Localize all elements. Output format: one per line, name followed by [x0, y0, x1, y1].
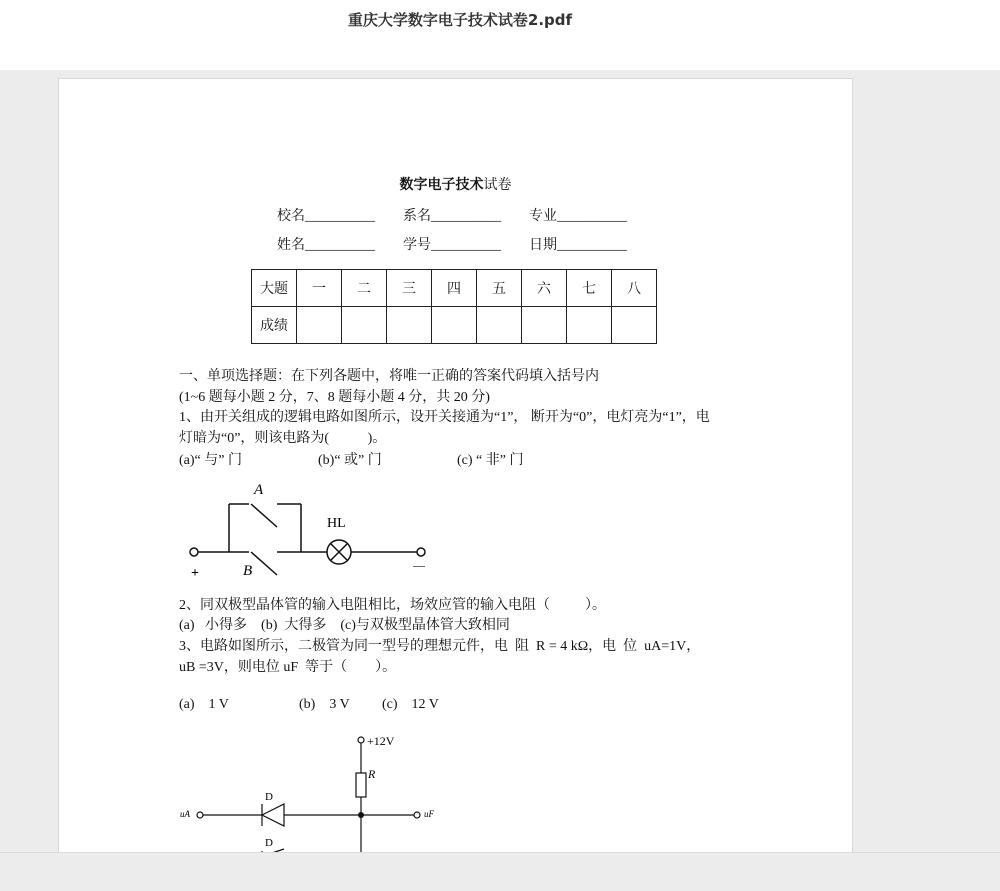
score-cell [297, 307, 342, 344]
label-input-a: uA [180, 809, 190, 819]
field-date: 日期__________ [529, 238, 627, 253]
pdf-page [58, 78, 853, 860]
score-cell [612, 307, 657, 344]
score-cell [432, 307, 477, 344]
label-output-f: uF [424, 809, 434, 819]
label-diode-2: D [265, 837, 273, 849]
diode-d1 [262, 804, 284, 826]
field-major: 专业__________ [529, 209, 627, 224]
q1-text-line2: 灯暗为“0”，则该电路为( )。 [179, 431, 387, 446]
score-table-score-row [252, 307, 657, 344]
field-student-id: 学号__________ [403, 238, 501, 253]
score-header-cell: 八 [612, 270, 657, 307]
section1-heading: 一、单项选择题：在下列各题中，将唯一正确的答案代码填入括号内 [179, 369, 599, 384]
q1-option-b: (b)“ 或” 门 [318, 453, 382, 468]
q3-diode-circuit-figure [174, 731, 454, 859]
score-cell [387, 307, 432, 344]
score-header-cell: 一 [297, 270, 342, 307]
q2-options: (a) 小得多 (b) 大得多 (c)与双极型晶体管大致相同 [179, 618, 510, 633]
q2-text: 2、同双极型晶体管的输入电阻相比，场效应管的输入电阻（ ）。 [179, 598, 606, 613]
input-terminal-a [197, 812, 203, 818]
terminal-minus [417, 548, 425, 556]
junction-node [358, 812, 364, 818]
viewer-bottom-bar [0, 852, 1000, 891]
score-table [251, 269, 657, 344]
score-header-cell: 五 [477, 270, 522, 307]
q3-text-line2: uB =3V，则电位 uF 等于（ ）。 [179, 660, 397, 675]
supply-terminal [358, 737, 364, 743]
q3-option-c: (c) 12 V [382, 697, 439, 712]
label-supply: +12V [367, 734, 395, 748]
exam-title [59, 177, 852, 195]
score-header-cell: 三 [387, 270, 432, 307]
output-terminal-f [414, 812, 420, 818]
q1-switch-circuit-figure [179, 477, 439, 582]
score-table-header-row [252, 270, 657, 307]
field-department: 系名__________ [403, 209, 501, 224]
label-minus: — [413, 558, 425, 572]
label-plus: + [191, 566, 199, 581]
label-resistor: R [368, 767, 376, 781]
score-cell [567, 307, 612, 344]
q1-option-c: (c) “ 非” 门 [457, 453, 524, 468]
viewer-toolbar [0, 0, 1000, 70]
score-header-cell: 四 [432, 270, 477, 307]
info-fields-row-2 [277, 234, 655, 254]
score-header-cell: 大题 [252, 270, 297, 307]
score-header-cell: 二 [342, 270, 387, 307]
score-header-cell: 七 [567, 270, 612, 307]
q1-option-a: (a)“ 与” 门 [179, 453, 242, 468]
resistor-r [356, 773, 366, 797]
q3-option-b: (b) 3 V [299, 697, 350, 712]
label-switch-b: B [243, 563, 253, 579]
score-cell [477, 307, 522, 344]
section1-note: (1~6 题每小题 2 分，7、8 题每小题 4 分，共 20 分) [179, 390, 490, 405]
terminal-plus [190, 548, 198, 556]
switch-a [251, 504, 277, 527]
q3-text-line1: 3、电路如图所示，二极管为同一型号的理想元件，电 阻 R = 4 kΩ，电 位 uA=1V， [179, 639, 701, 654]
q3-option-a: (a) 1 V [179, 697, 229, 712]
exam-title-rest: 试卷 [483, 178, 512, 193]
label-lamp: HL [327, 516, 346, 531]
score-header-cell: 六 [522, 270, 567, 307]
score-cell [342, 307, 387, 344]
exam-title-bold: 数字电子技术 [399, 178, 484, 193]
label-switch-a: A [254, 482, 264, 498]
info-fields-row-1 [277, 205, 655, 225]
switch-b [251, 552, 277, 575]
field-school: 校名__________ [277, 209, 375, 224]
q1-text-line1: 1、由开关组成的逻辑电路如图所示，设开关接通为“1”， 断开为“0”，电灯亮为“1”，电 [179, 410, 710, 425]
document-title: 重庆大学数字电子技术试卷2.pdf [347, 11, 573, 29]
score-row-label: 成绩 [252, 307, 297, 344]
score-cell [522, 307, 567, 344]
field-name: 姓名__________ [277, 238, 375, 253]
label-diode-1: D [265, 791, 273, 803]
